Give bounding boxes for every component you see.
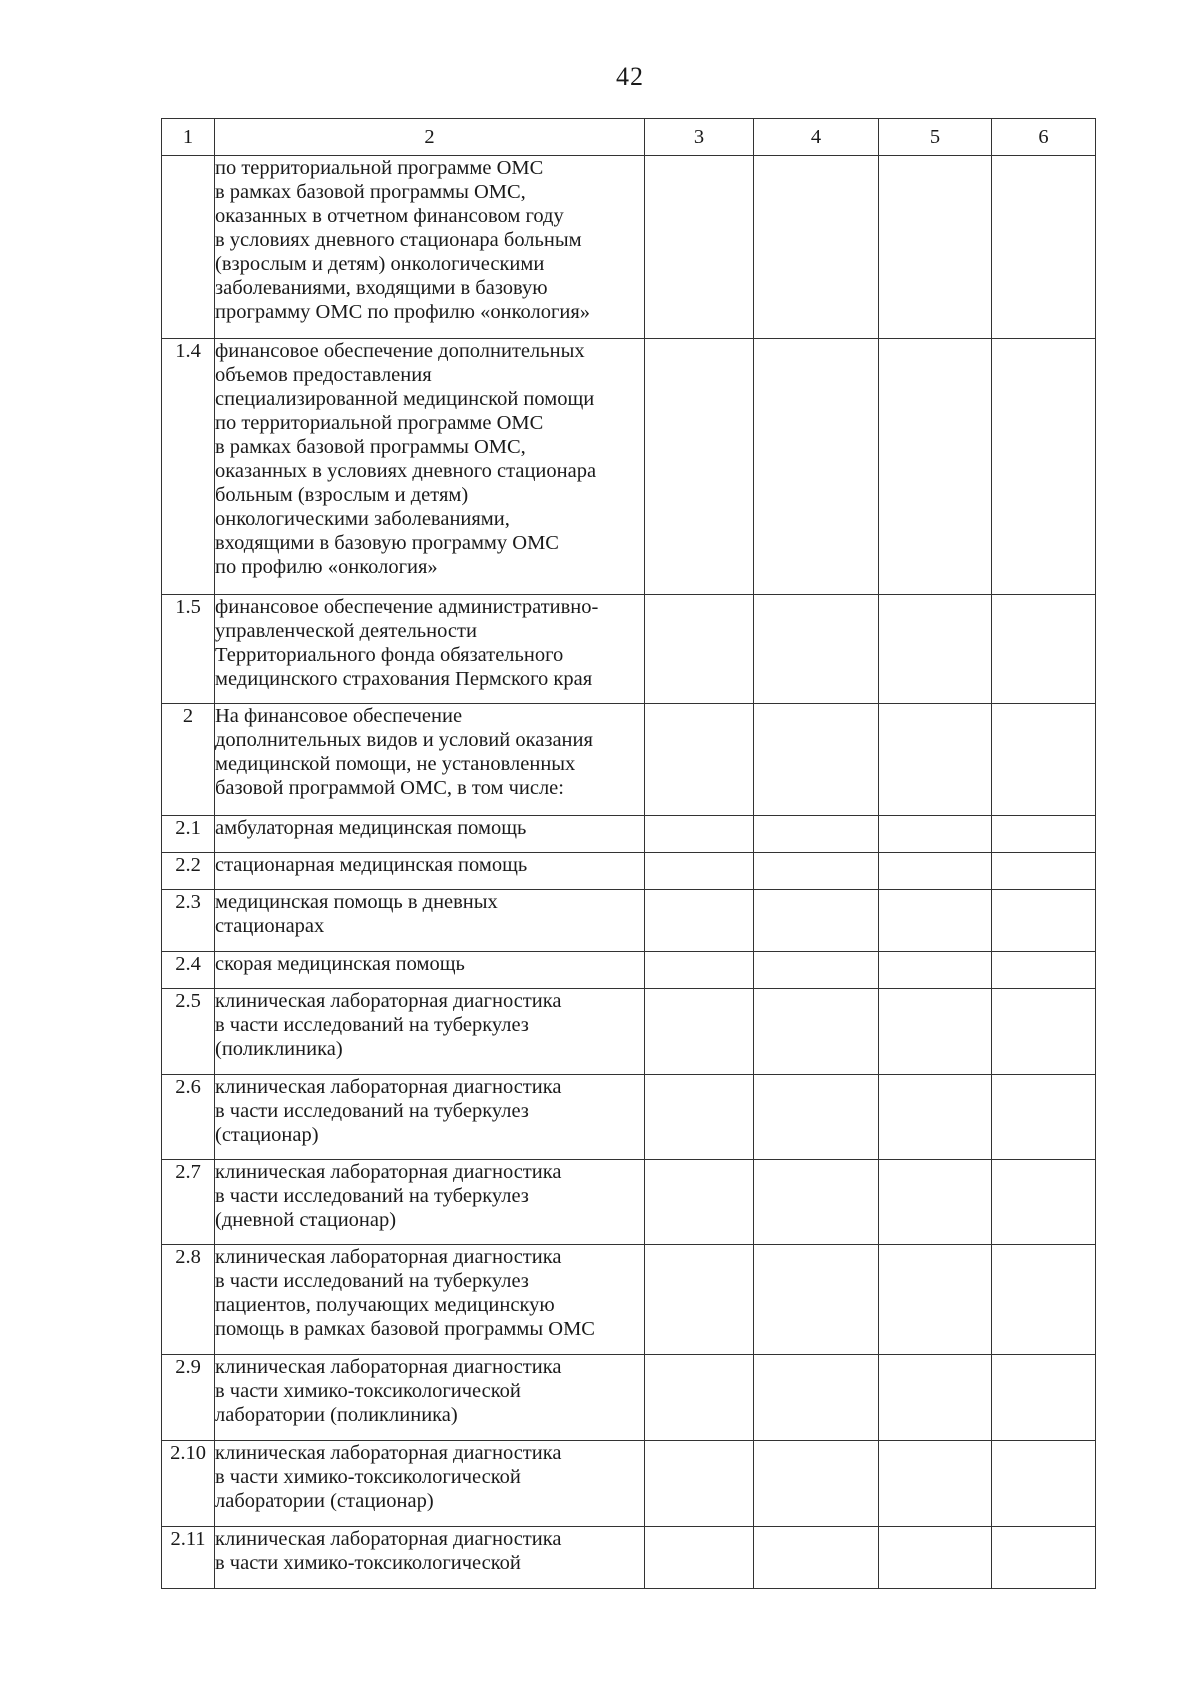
cell-col-4 [754, 1160, 879, 1245]
cell-col-3 [645, 1527, 754, 1589]
row-number [162, 156, 215, 339]
row-description: медицинская помощь в дневных стационарах [215, 890, 645, 952]
row-number: 2.5 [162, 989, 215, 1075]
cell-col-5 [879, 890, 992, 952]
cell-col-4 [754, 339, 879, 595]
header-col-6: 6 [992, 119, 1096, 156]
cell-col-4 [754, 704, 879, 816]
cell-col-5 [879, 853, 992, 890]
table-row [162, 1355, 1096, 1441]
row-description: клиническая лабораторная диагностика в части исследований на туберкулез (дневной стационар) [215, 1160, 645, 1245]
header-col-2: 2 [215, 119, 645, 156]
cell-col-5 [879, 816, 992, 853]
cell-col-3 [645, 816, 754, 853]
row-number: 2.7 [162, 1160, 215, 1245]
row-description: клиническая лабораторная диагностика в части исследований на туберкулез (поликлиника) [215, 989, 645, 1075]
cell-col-4 [754, 1075, 879, 1160]
row-description: клиническая лабораторная диагностика в части исследований на туберкулез пациентов, получающих медицинскую помощь в рамках базовой программы ОМС [215, 1245, 645, 1355]
cell-col-3 [645, 989, 754, 1075]
table-row [162, 989, 1096, 1075]
cell-col-6 [992, 1441, 1096, 1527]
row-description: амбулаторная медицинская помощь [215, 816, 645, 853]
cell-col-4 [754, 156, 879, 339]
cell-col-4 [754, 853, 879, 890]
header-col-4: 4 [754, 119, 879, 156]
cell-col-3 [645, 156, 754, 339]
row-description: клиническая лабораторная диагностика в части химико-токсикологической лаборатории (поликлиника) [215, 1355, 645, 1441]
table-row [162, 595, 1096, 704]
cell-col-5 [879, 1075, 992, 1160]
cell-col-5 [879, 1355, 992, 1441]
row-number: 2.2 [162, 853, 215, 890]
cell-col-5 [879, 1441, 992, 1527]
cell-col-6 [992, 853, 1096, 890]
cell-col-6 [992, 1355, 1096, 1441]
table-row [162, 1441, 1096, 1527]
cell-col-4 [754, 1355, 879, 1441]
row-description: клиническая лабораторная диагностика в части исследований на туберкулез (стационар) [215, 1075, 645, 1160]
cell-col-3 [645, 1245, 754, 1355]
header-col-3: 3 [645, 119, 754, 156]
table-row [162, 156, 1096, 339]
table-row [162, 890, 1096, 952]
page-number: 42 [616, 62, 644, 91]
cell-col-6 [992, 989, 1096, 1075]
cell-col-3 [645, 339, 754, 595]
row-number: 2.8 [162, 1245, 215, 1355]
row-description: финансовое обеспечение дополнительных объемов предоставления специализированной медицинской помощи по территориальной программе ОМС в рамках базовой программы ОМС, оказанных в условиях дневного стационара больным (взрослым и детям) онкологическими заболеваниями, входящими в базовую программу ОМС по профилю «онкология» [215, 339, 645, 595]
cell-col-3 [645, 1441, 754, 1527]
cell-col-6 [992, 1245, 1096, 1355]
cell-col-3 [645, 704, 754, 816]
table-row [162, 1245, 1096, 1355]
cell-col-6 [992, 704, 1096, 816]
cell-col-3 [645, 890, 754, 952]
cell-col-5 [879, 339, 992, 595]
row-description: финансовое обеспечение административно- управленческой деятельности Территориального фонда обязательного медицинского страхования Пермского края [215, 595, 645, 704]
cell-col-6 [992, 890, 1096, 952]
table-row [162, 1075, 1096, 1160]
cell-col-5 [879, 952, 992, 989]
cell-col-4 [754, 1527, 879, 1589]
row-number: 2 [162, 704, 215, 816]
cell-col-6 [992, 156, 1096, 339]
table-row [162, 1527, 1096, 1589]
table-row [162, 704, 1096, 816]
cell-col-3 [645, 952, 754, 989]
cell-col-4 [754, 890, 879, 952]
cell-col-6 [992, 952, 1096, 989]
row-description: клиническая лабораторная диагностика в части химико-токсикологической лаборатории (стационар) [215, 1441, 645, 1527]
cell-col-3 [645, 1355, 754, 1441]
cell-col-5 [879, 1245, 992, 1355]
row-description: скорая медицинская помощь [215, 952, 645, 989]
table-row [162, 816, 1096, 853]
cell-col-5 [879, 595, 992, 704]
cell-col-4 [754, 816, 879, 853]
cell-col-6 [992, 1527, 1096, 1589]
row-number: 2.3 [162, 890, 215, 952]
cell-col-4 [754, 1245, 879, 1355]
row-description: стационарная медицинская помощь [215, 853, 645, 890]
cell-col-3 [645, 1160, 754, 1245]
row-number: 2.4 [162, 952, 215, 989]
header-col-1: 1 [162, 119, 215, 156]
row-number: 2.9 [162, 1355, 215, 1441]
cell-col-3 [645, 595, 754, 704]
cell-col-6 [992, 1075, 1096, 1160]
row-description: На финансовое обеспечение дополнительных видов и условий оказания медицинской помощи, не установленных базовой программой ОМС, в том числе: [215, 704, 645, 816]
table-row [162, 952, 1096, 989]
cell-col-4 [754, 595, 879, 704]
cell-col-4 [754, 952, 879, 989]
cell-col-6 [992, 816, 1096, 853]
row-number: 2.11 [162, 1527, 215, 1589]
row-description: по территориальной программе ОМС в рамках базовой программы ОМС, оказанных в отчетном финансовом году в условиях дневного стационара больным (взрослым и детям) онкологическими заболеваниями, входящими в базовую программу ОМС по профилю «онкология» [215, 156, 645, 339]
cell-col-5 [879, 989, 992, 1075]
table-row [162, 853, 1096, 890]
cell-col-6 [992, 595, 1096, 704]
table-row [162, 339, 1096, 595]
cell-col-5 [879, 156, 992, 339]
cell-col-6 [992, 1160, 1096, 1245]
cell-col-3 [645, 853, 754, 890]
row-number: 1.4 [162, 339, 215, 595]
cell-col-6 [992, 339, 1096, 595]
data-table [161, 118, 1096, 1589]
cell-col-5 [879, 1160, 992, 1245]
row-number: 2.1 [162, 816, 215, 853]
row-number: 2.10 [162, 1441, 215, 1527]
cell-col-4 [754, 1441, 879, 1527]
header-col-5: 5 [879, 119, 992, 156]
row-number: 1.5 [162, 595, 215, 704]
cell-col-5 [879, 1527, 992, 1589]
cell-col-3 [645, 1075, 754, 1160]
cell-col-5 [879, 704, 992, 816]
header-row [162, 119, 1096, 156]
cell-col-4 [754, 989, 879, 1075]
row-number: 2.6 [162, 1075, 215, 1160]
table-row [162, 1160, 1096, 1245]
row-description: клиническая лабораторная диагностика в части химико-токсикологической [215, 1527, 645, 1589]
